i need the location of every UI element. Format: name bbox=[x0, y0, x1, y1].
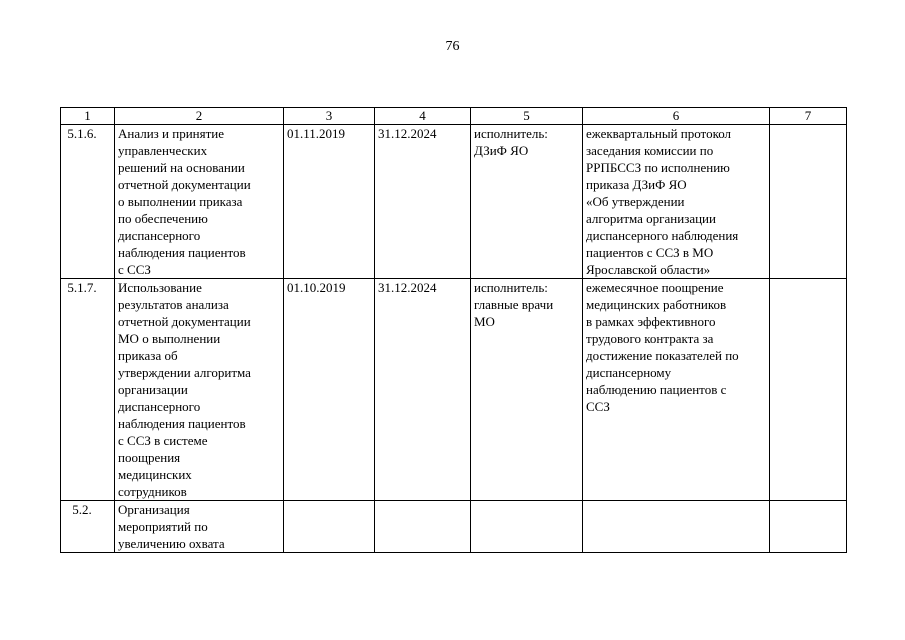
activity-name: Анализ и принятие управленческих решений на основании отчетной документации о выполнении приказа по обеспечению диспансерного наблюдения пациентов с ССЗ bbox=[115, 125, 284, 279]
activity-name: Использование результатов анализа отчетной документации МО о выполнении приказа об утверждении алгоритма организации диспансерного наблюдения пациентов с ССЗ в системе поощрения медицинских сотрудников bbox=[115, 279, 284, 501]
column-header-7: 7 bbox=[770, 108, 847, 125]
column-header-5: 5 bbox=[471, 108, 583, 125]
end-date: 31.12.2024 bbox=[375, 279, 471, 501]
expected-result bbox=[583, 501, 770, 553]
column-header-3: 3 bbox=[284, 108, 375, 125]
column-header-6: 6 bbox=[583, 108, 770, 125]
item-number: 5.1.7. bbox=[61, 279, 115, 501]
column-header-1: 1 bbox=[61, 108, 115, 125]
column-7-cell bbox=[770, 125, 847, 279]
executor: исполнитель: главные врачи МО bbox=[471, 279, 583, 501]
start-date bbox=[284, 501, 375, 553]
column-header-2: 2 bbox=[115, 108, 284, 125]
plan-table bbox=[60, 107, 847, 553]
column-7-cell bbox=[770, 501, 847, 553]
table-row bbox=[61, 279, 847, 501]
header-row bbox=[61, 108, 847, 125]
table-row bbox=[61, 125, 847, 279]
end-date: 31.12.2024 bbox=[375, 125, 471, 279]
end-date bbox=[375, 501, 471, 553]
expected-result: ежемесячное поощрение медицинских работников в рамках эффективного трудового контракта за достижение показателей по диспансерному наблюдению пациентов с ССЗ bbox=[583, 279, 770, 501]
executor bbox=[471, 501, 583, 553]
activity-name: Организация мероприятий по увеличению охвата bbox=[115, 501, 284, 553]
column-header-4: 4 bbox=[375, 108, 471, 125]
column-7-cell bbox=[770, 279, 847, 501]
page-number: 76 bbox=[445, 39, 460, 54]
executor: исполнитель: ДЗиФ ЯО bbox=[471, 125, 583, 279]
item-number: 5.1.6. bbox=[61, 125, 115, 279]
start-date: 01.10.2019 bbox=[284, 279, 375, 501]
start-date: 01.11.2019 bbox=[284, 125, 375, 279]
expected-result: ежеквартальный протокол заседания комиссии по РРПБССЗ по исполнению приказа ДЗиФ ЯО «Об утверждении алгоритма организации диспансерного наблюдения пациентов с ССЗ в МО Ярославской области» bbox=[583, 125, 770, 279]
item-number: 5.2. bbox=[61, 501, 115, 553]
table-row bbox=[61, 501, 847, 553]
